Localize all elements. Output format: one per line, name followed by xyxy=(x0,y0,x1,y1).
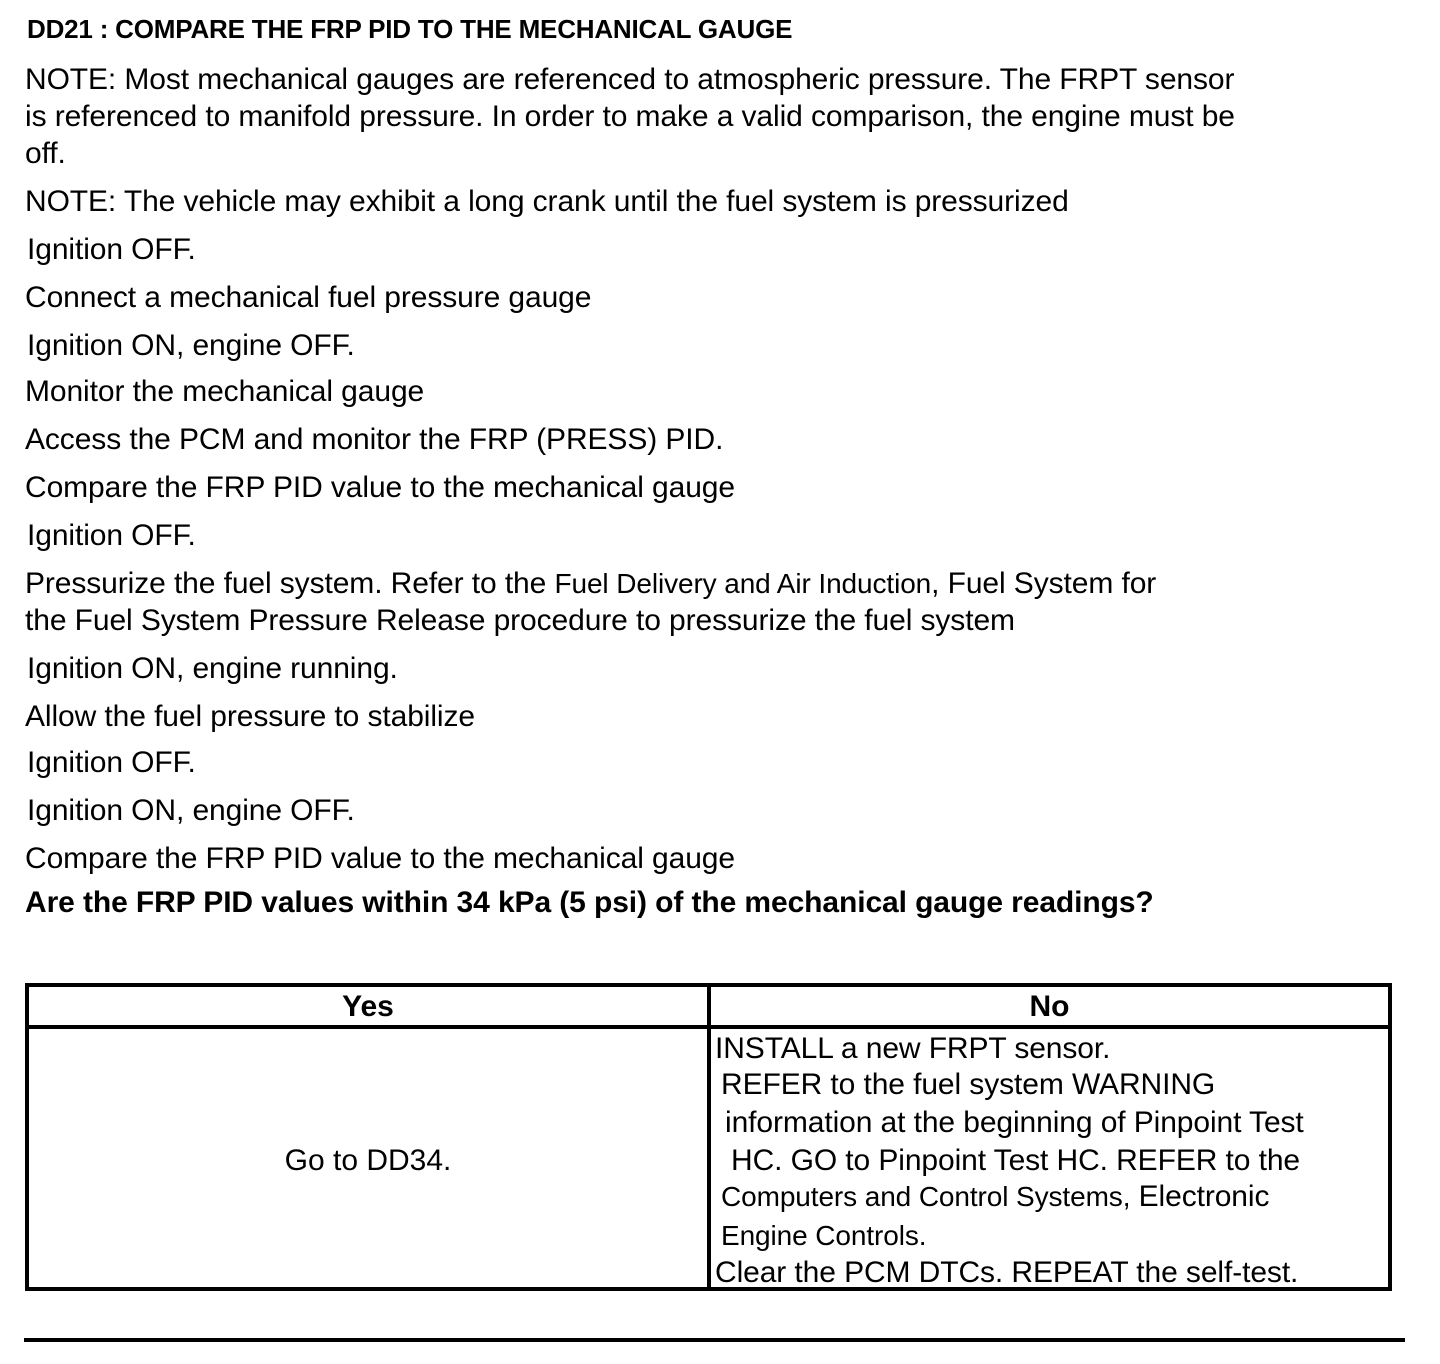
no-cell-text: Electronic xyxy=(1138,1180,1270,1213)
step-text xyxy=(25,565,1156,602)
step-text-part: Pressurize the fuel system. Refer to the xyxy=(25,567,547,600)
reference-link: Fuel Delivery and Air Induction xyxy=(554,568,932,599)
step-text: Ignition ON, engine running. xyxy=(27,652,398,685)
no-cell-line: information at the beginning of Pinpoint Test xyxy=(725,1106,1304,1139)
table-column-separator xyxy=(707,987,711,1287)
page-heading: DD21 : COMPARE THE FRP PID TO THE MECHANICAL GAUGE xyxy=(27,14,793,44)
question-text: Are the FRP PID values within 34 kPa (5 psi) of the mechanical gauge readings? xyxy=(25,886,1154,919)
no-cell-line: Clear the PCM DTCs. REPEAT the self-test. xyxy=(715,1256,1299,1289)
no-cell-line: Engine Controls. xyxy=(721,1220,927,1251)
step-text: Ignition ON, engine OFF. xyxy=(27,794,355,827)
step-text: Connect a mechanical fuel pressure gauge xyxy=(25,281,592,314)
step-text: Compare the FRP PID value to the mechanical gauge xyxy=(25,471,735,504)
step-text: Access the PCM and monitor the FRP (PRESS) PID. xyxy=(25,423,724,456)
step-text: Ignition OFF. xyxy=(27,519,196,552)
step-text: Ignition OFF. xyxy=(27,746,196,779)
step-text: Ignition OFF. xyxy=(27,233,196,266)
step-text: Compare the FRP PID value to the mechanical gauge xyxy=(25,842,735,875)
no-cell-line xyxy=(721,1179,1269,1215)
step-text: Allow the fuel pressure to stabilize xyxy=(25,700,475,733)
step-text: off. xyxy=(25,137,66,170)
step-text: the Fuel System Pressure Release procedure to pressurize the fuel system xyxy=(25,604,1015,637)
step-text: NOTE: Most mechanical gauges are referenced to atmospheric pressure. The FRPT sensor xyxy=(25,63,1235,96)
no-cell-line: HC. GO to Pinpoint Test HC. REFER to the xyxy=(731,1144,1300,1177)
no-cell-line: INSTALL a new FRPT sensor. xyxy=(715,1032,1111,1065)
yes-cell: Go to DD34. xyxy=(284,1144,452,1177)
step-text: Monitor the mechanical gauge xyxy=(25,375,425,408)
reference-link: Computers and Control Systems, xyxy=(721,1181,1131,1212)
step-text: NOTE: The vehicle may exhibit a long crank until the fuel system is pressurized xyxy=(25,185,1069,218)
step-text: is referenced to manifold pressure. In order to make a valid comparison, the engine must be xyxy=(25,100,1235,133)
no-cell-line: REFER to the fuel system WARNING xyxy=(721,1068,1216,1101)
step-text-part: , Fuel System for xyxy=(931,567,1157,600)
result-table xyxy=(25,983,1392,1291)
no-header: No xyxy=(1029,990,1070,1023)
bottom-rule xyxy=(24,1338,1405,1342)
yes-header: Yes xyxy=(342,990,394,1023)
step-text: Ignition ON, engine OFF. xyxy=(27,329,355,362)
